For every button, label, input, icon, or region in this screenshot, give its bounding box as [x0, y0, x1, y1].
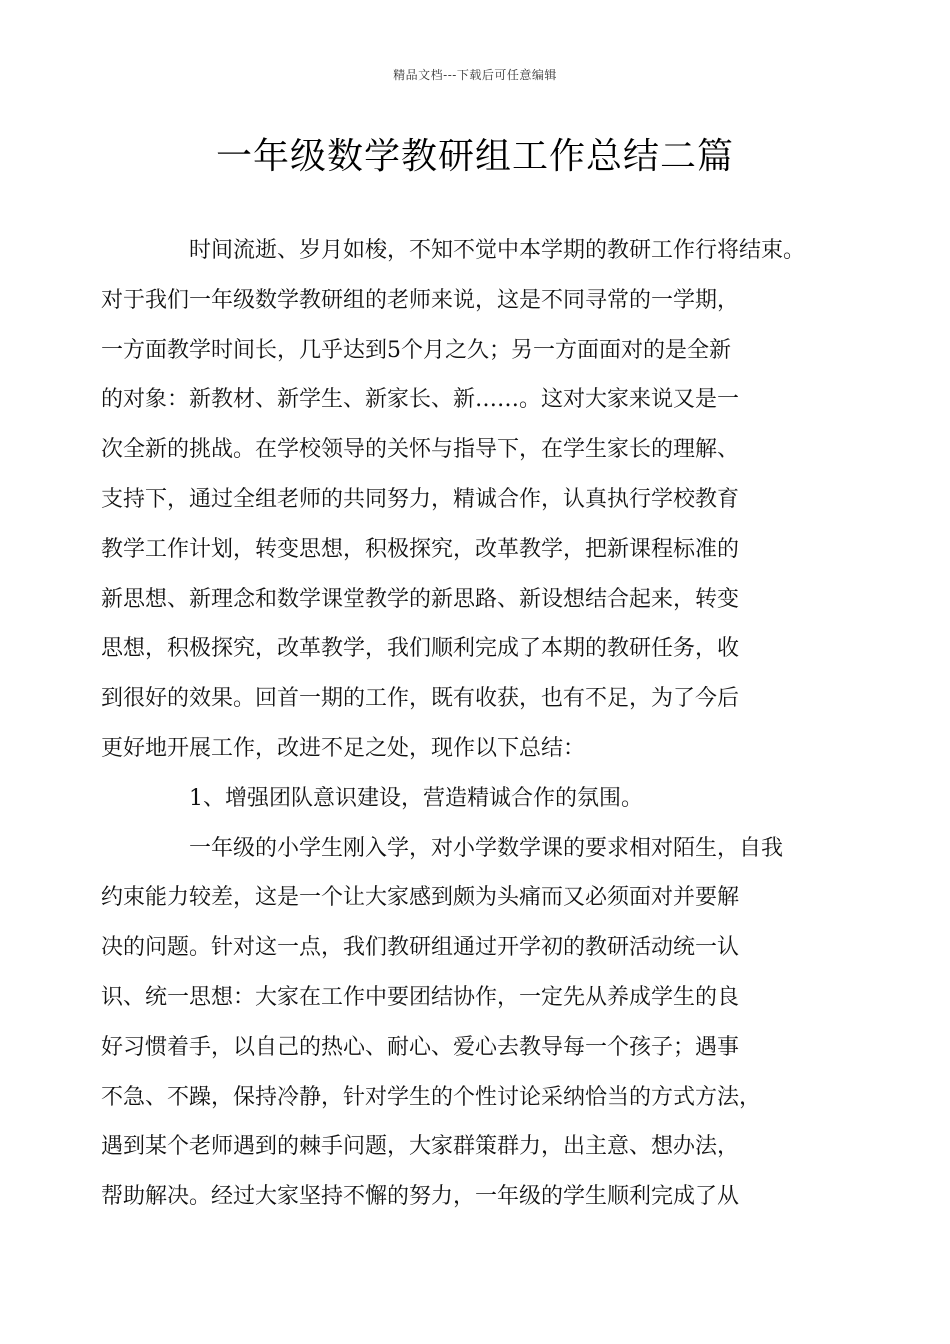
text-line: 对于我们一年级数学教研组的老师来说，这是不同寻常的一学期，	[101, 287, 740, 313]
text-line: 好习惯着手，以自己的热心、耐心、爱心去教导每一个孩子；遇事	[101, 1034, 740, 1060]
text-line: 时间流逝、岁月如梭，不知不觉中本学期的教研工作行将结束。	[189, 238, 806, 263]
text-line: 思想，积极探究，改革教学，我们顺利完成了本期的教研任务，收	[101, 636, 740, 662]
text-line: 新思想、新理念和数学课堂教学的新思路、新设想结合起来，转变	[101, 586, 740, 612]
text-line: 次全新的挑战。在学校领导的关怀与指导下，在学生家长的理解、	[101, 437, 740, 463]
text-line: 更好地开展工作，改进不足之处，现作以下总结：	[101, 735, 586, 761]
text-line: 约束能力较差，这是一个让大家感到颇为头痛而又必须面对并要解	[101, 885, 740, 911]
text-line: 识、统一思想：大家在工作中要团结协作，一定先从养成学生的良	[101, 984, 740, 1010]
text-line: 决的问题。针对这一点，我们教研组通过开学初的教研活动统一认	[101, 935, 740, 961]
document-body	[101, 226, 825, 1222]
text-line: 一方面教学时间长，几乎达到5个月之久；另一方面面对的是全新	[101, 337, 731, 363]
text-line: 遇到某个老师遇到的棘手问题，大家群策群力，出主意、想办法，	[101, 1134, 740, 1160]
text-line: 一年级的小学生刚入学，对小学数学课的要求相对陌生，自我	[189, 835, 784, 861]
paragraph-team	[101, 824, 825, 1222]
text-line: 的对象：新教材、新学生、新家长、新……。这对大家来说又是一	[101, 387, 740, 413]
text-line: 不急、不躁，保持冷静，针对学生的个性讨论采纳恰当的方式方法，	[101, 1084, 762, 1110]
text-line: 教学工作计划，转变思想，积极探究，改革教学，把新课程标准的	[101, 536, 740, 562]
text-line: 到很好的效果。回首一期的工作，既有收获，也有不足，为了今后	[101, 686, 740, 712]
text-line: 1、增强团队意识建设，营造精诚合作的氛围。	[189, 785, 643, 811]
text-line: 帮助解决。经过大家坚持不懈的努力，一年级的学生顺利完成了从	[101, 1184, 740, 1210]
text-line: 支持下，通过全组老师的共同努力，精诚合作，认真执行学校教育	[101, 486, 740, 512]
section-heading	[145, 774, 825, 824]
paragraph-intro	[101, 226, 825, 774]
document-title: 一年级数学教研组工作总结二篇	[215, 136, 734, 177]
header-note: 精品文档---下载后可任意编辑	[393, 68, 557, 82]
